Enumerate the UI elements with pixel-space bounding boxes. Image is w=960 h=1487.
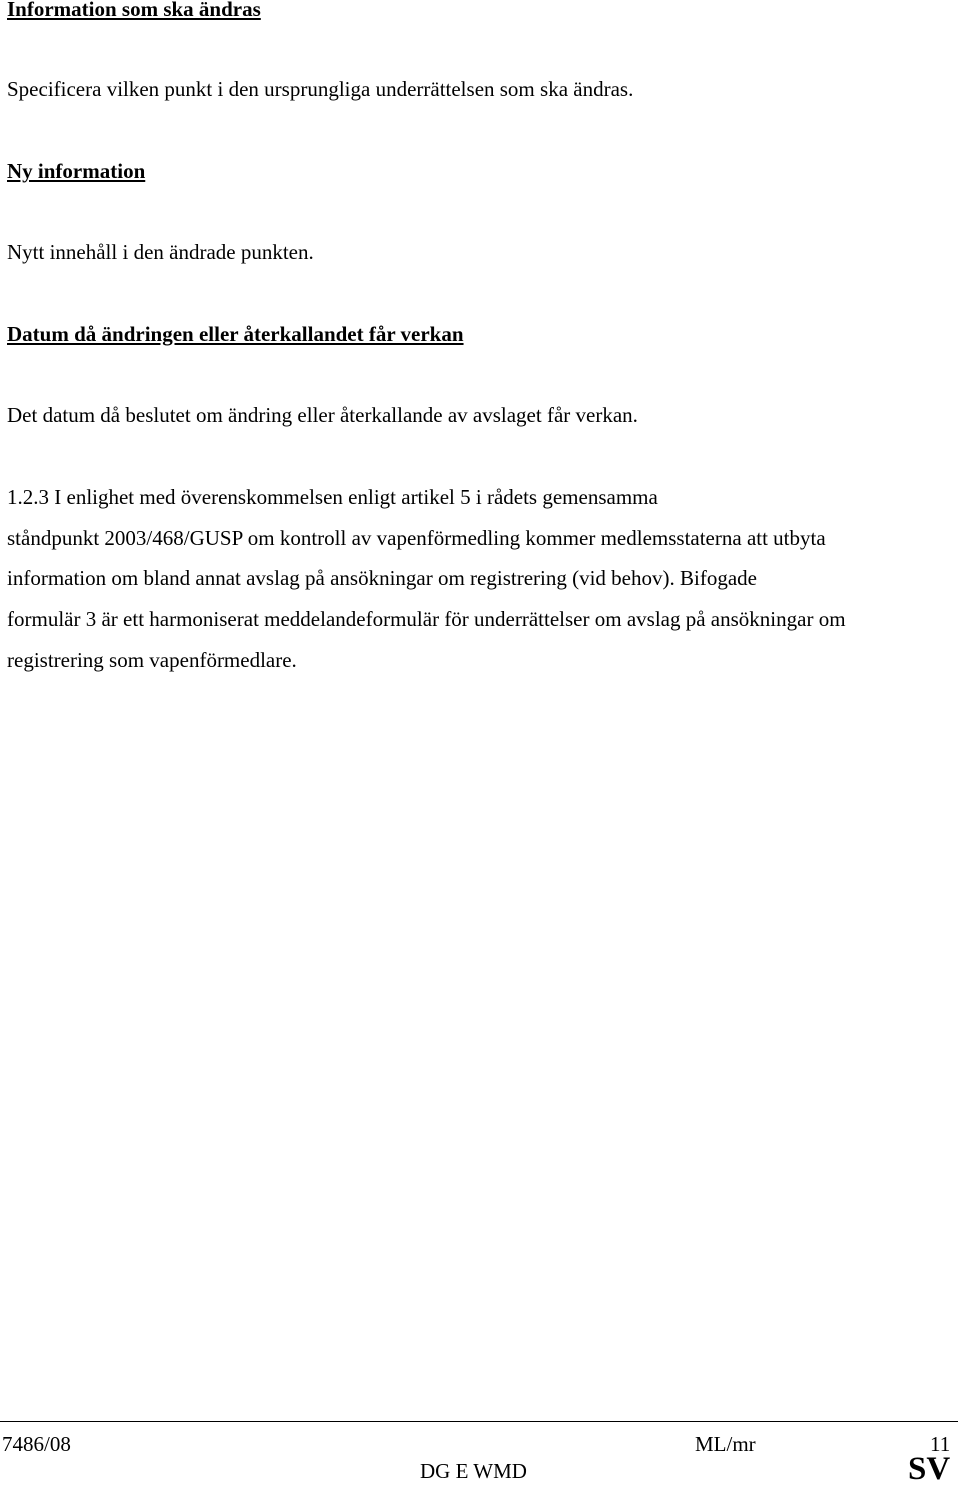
footer-divider [0,1421,958,1422]
footer-page-number: 11 [930,1432,951,1456]
paragraph-line: information om bland annat avslag på ansökningar om registrering (vid behov). Bifogade [7,566,757,590]
footer-initials: ML/mr [695,1432,756,1456]
paragraph-line: registrering som vapenförmedlare. [7,648,297,672]
paragraph-line: ståndpunkt 2003/468/GUSP om kontroll av vapenförmedling kommer medlemsstaterna att utbyta [7,526,826,550]
paragraph-line: formulär 3 är ett harmoniserat meddelandeformulär för underrättelser om avslag på ansökningar om [7,607,846,631]
section-heading-effective-date: Datum då ändringen eller återkallandet får verkan [7,322,464,346]
footer-department: DG E WMD [420,1459,527,1483]
paragraph-line: 1.2.3 I enlighet med överenskommelsen enligt artikel 5 i rådets gemensamma [7,485,658,509]
footer-document-number: 7486/08 [2,1432,71,1456]
section-heading-information-to-change: Information som ska ändras [7,0,261,21]
section-heading-new-information: Ny information [7,159,146,183]
footer-language-code: SV [908,1451,951,1487]
section-text-information-to-change: Specificera vilken punkt i den ursprungliga underrättelsen som ska ändras. [7,77,634,101]
section-text-new-information: Nytt innehåll i den ändrade punkten. [7,240,314,264]
section-text-effective-date: Det datum då beslutet om ändring eller återkallande av avslaget får verkan. [7,403,638,427]
